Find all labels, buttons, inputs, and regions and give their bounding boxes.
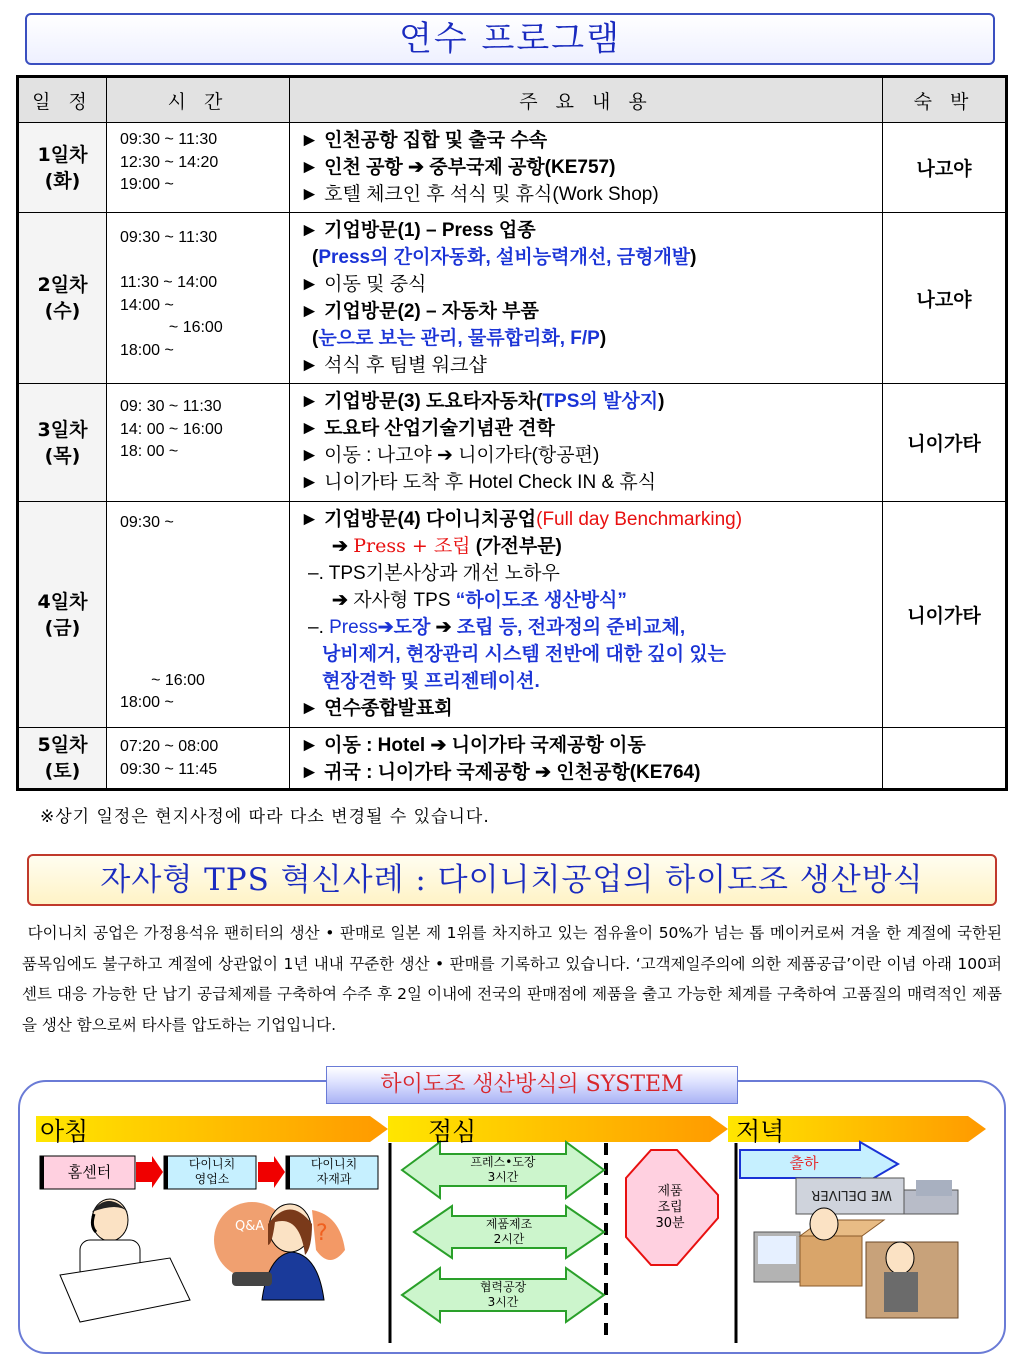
item-text: ► 니이가타 도착 후 Hotel Check IN & 휴식 xyxy=(300,472,657,493)
item-text: –. Press➔도장 ➔ 조립 등, 전과정의 준비교체, xyxy=(308,617,686,638)
time-cell: 09:30 ~ 11:30 12:30 ~ 14:20 19:00 ~ xyxy=(107,123,290,213)
press-label: 프레스•도장 3시간 xyxy=(470,1155,536,1184)
time-cell: 09:30 ~ 11:30 11:30 ~ 14:00 14:00 ~ ~ 16:00 18:00 ~ xyxy=(107,213,290,384)
item-text: ► 이동 : 나고야 ➔ 니이가타(항공편) xyxy=(300,445,600,466)
stay-cell: 나고야 xyxy=(883,123,1007,213)
day-label: 1일차 xyxy=(37,143,88,166)
item-text: ➔ Press + 조립 (가전부문) xyxy=(332,535,562,557)
item-text: ► 이동 및 중식 xyxy=(300,274,427,295)
item-text: ➔ 자사형 TPS “하이도조 생산방식” xyxy=(332,590,627,611)
item-text: ► 석식 후 팀별 워크샵 xyxy=(300,355,487,376)
weekday-label: (목) xyxy=(44,444,81,467)
materials-label: 다이니치 자재과 xyxy=(310,1157,358,1186)
qa-bubble-text: Q&A xyxy=(235,1219,265,1234)
call-center-operator-illustration xyxy=(214,1202,345,1300)
office-worker-illustration xyxy=(60,1199,190,1322)
svg-text:?: ? xyxy=(316,1221,328,1246)
arrow-icon: ➔ xyxy=(408,157,424,178)
red-arrow-2 xyxy=(258,1156,285,1188)
arrow-icon: ➔ xyxy=(377,617,394,638)
time-cell: 07:20 ~ 08:00 09:30 ~ 11:45 xyxy=(107,728,290,790)
morning-time-arrow xyxy=(36,1116,388,1142)
sales-office-label: 다이니치 영업소 xyxy=(188,1157,236,1186)
item-text: –. TPS기본사상과 개선 노하우 xyxy=(308,563,560,584)
evening-label: 저녁 xyxy=(736,1117,785,1146)
noon-label: 점심 xyxy=(428,1117,477,1146)
weekday-label: (금) xyxy=(44,616,81,639)
day-label: 2일차 xyxy=(37,274,88,296)
item-text: ► 기업방문(2) – 자동차 부품 xyxy=(300,301,539,322)
item-text: 현장견학 및 프리젠테이션. xyxy=(322,671,540,692)
day-label: 4일차 xyxy=(37,590,88,613)
header-time: 시 간 xyxy=(107,77,290,123)
arrow-icon: ➔ xyxy=(332,590,348,611)
schedule-note: ※상기 일정은 현지사정에 따라 다소 변경될 수 있습니다. xyxy=(40,807,490,827)
weekday-label: (수) xyxy=(44,300,81,322)
time-cell: 09:30 ~ ~ 16:00 18:00 ~ xyxy=(107,502,290,728)
stay-cell: 니이가타 xyxy=(883,502,1007,728)
item-text: ► 기업방문(4) 다이니치공업(Full day Benchmarking) xyxy=(300,509,743,530)
day-label: 5일차 xyxy=(37,734,88,756)
arrow-icon: ➔ xyxy=(332,536,348,557)
case-description: 다이니치 공업은 가정용석유 팬히터의 생산 • 판매로 일본 제 1위를 차지하고 있는 점유율이 50%가 넘는 톱 메이커로써 겨울 한 계절에 국한된 품목임에도 불구하고 계절에 상관없이 1년 내내 꾸준한 생산 • 판매를 기록하고 있습니다. ‘고객제일주의에 의한 제품공급’이란 이념 아래 100퍼센트 대응 가능한 단 납기 공급체제를 구축하여 수주 후 2일 이내에 전국의 판매점에 제품을 출고 가능한 체계를 구축하여 고품질의 매력적인 제품을 생산 함으로써 타사를 압도하는 기업입니다. xyxy=(22,924,1002,1034)
item-text: ► 연수종합발표회 xyxy=(300,698,453,719)
arrow-icon: ➔ xyxy=(435,617,452,638)
item-text: ► 도요타 산업기술기념관 견학 xyxy=(300,418,555,439)
system-title: 하이도조 생산방식의 SYSTEM xyxy=(326,1066,738,1104)
morning-label: 아침 xyxy=(40,1117,89,1146)
truck-label: WE DELIVER xyxy=(811,1187,892,1202)
stay-cell: 니이가타 xyxy=(883,384,1007,502)
manufacture-label: 제품제조 2시간 xyxy=(485,1217,533,1246)
header-content: 주 요 내 용 xyxy=(290,77,883,123)
item-text: (눈으로 보는 관리, 물류합리화, F/P) xyxy=(312,328,607,349)
case-title: 자사형 TPS 혁신사례 : 다이니치공업의 하이도조 생산방식 xyxy=(100,862,924,898)
program-title: 연수 프로그램 xyxy=(399,19,621,59)
assembly-label: 제품 조립 30분 xyxy=(655,1184,685,1231)
item-text: ► 이동 : Hotel ➔ 니이가타 국제공항 이동 xyxy=(300,735,646,756)
day-label: 3일차 xyxy=(37,418,88,441)
red-arrow-1 xyxy=(136,1156,163,1188)
arrow-icon: ➔ xyxy=(430,735,447,756)
header-day: 일 정 xyxy=(18,77,107,123)
stay-cell: 나고야 xyxy=(883,213,1007,384)
time-cell: 09: 30 ~ 11:30 14: 00 ~ 16:00 18: 00 ~ xyxy=(107,384,290,502)
partner-label: 협력공장 3시간 xyxy=(479,1280,527,1309)
item-text: ► 호텔 체크인 후 석식 및 휴식(Work Shop) xyxy=(300,184,659,205)
item-text: ► 기업방문(3) 도요타자동차(TPS의 발상지) xyxy=(300,391,665,412)
arrow-icon: ➔ xyxy=(535,762,551,783)
delivery-illustration xyxy=(754,1178,958,1318)
item-text: (Press의 간이자동화, 설비능력개선, 금형개발) xyxy=(312,247,697,268)
item-text: ► 인천공항 집합 및 출국 수속 xyxy=(300,130,548,151)
item-text: ► 귀국 : 니이가타 국제공항 ➔ 인천공항(KE764) xyxy=(300,762,701,783)
item-text: ► 인천 공항 ➔ 중부국제 공항(KE757) xyxy=(300,157,616,178)
header-stay: 숙 박 xyxy=(883,77,1007,123)
shipping-label: 출하 xyxy=(789,1154,819,1172)
home-center-label: 홈센터 xyxy=(67,1163,112,1181)
weekday-label: (토) xyxy=(44,760,81,782)
arrow-icon: ➔ xyxy=(436,445,453,466)
weekday-label: (화) xyxy=(44,169,81,192)
item-text: ► 기업방문(1) – Press 업종 xyxy=(300,220,536,241)
item-text: 낭비제거, 현장관리 시스템 전반에 대한 깊이 있는 xyxy=(322,644,727,665)
